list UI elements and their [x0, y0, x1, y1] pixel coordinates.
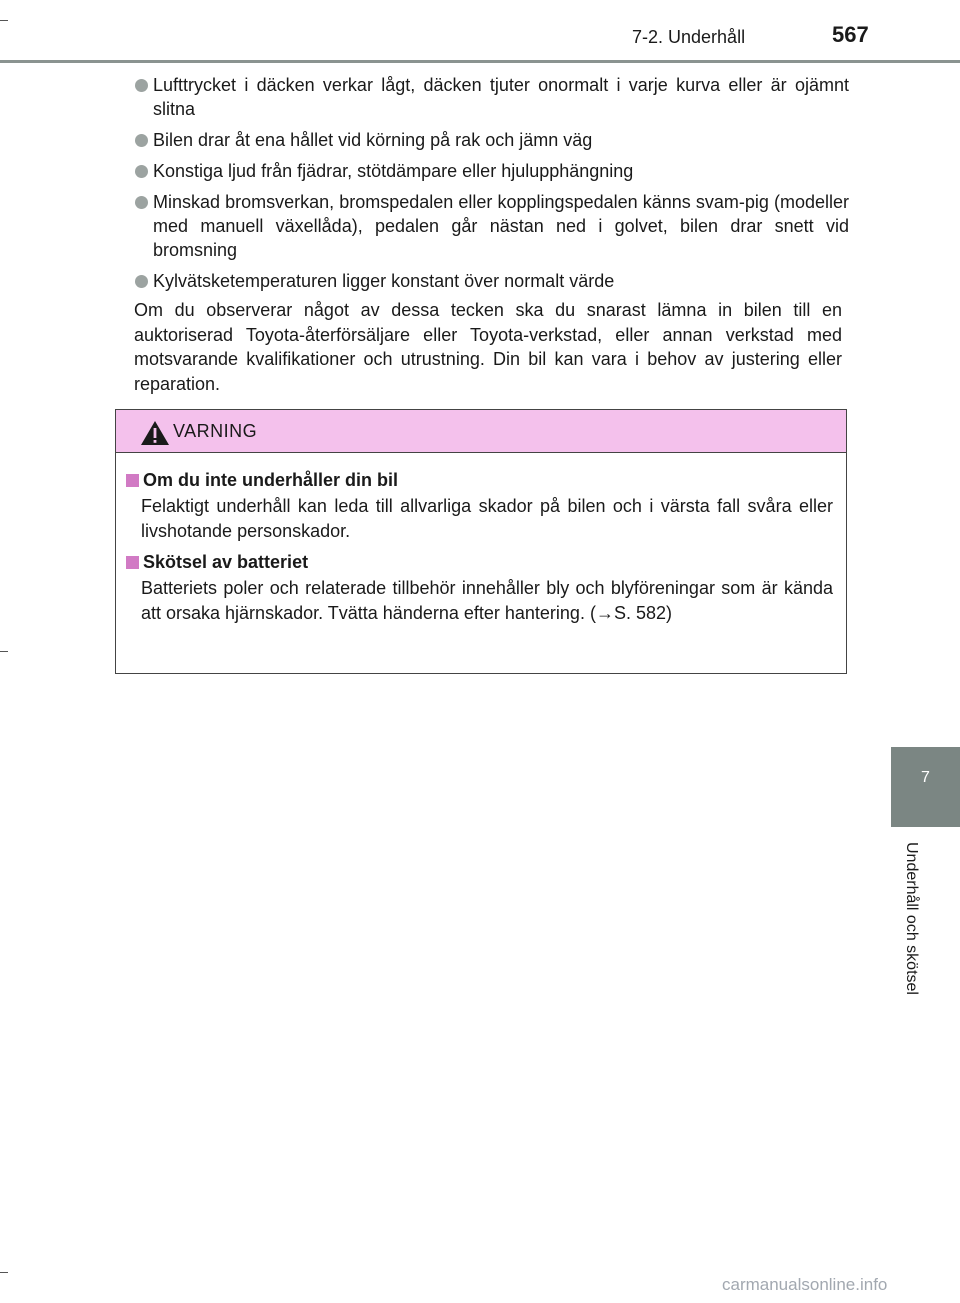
crop-mark-top — [0, 20, 8, 21]
list-item — [135, 190, 849, 262]
list-item — [135, 159, 849, 183]
chapter-number: 7 — [921, 769, 930, 786]
warning-box — [115, 409, 847, 674]
advice-paragraph: Om du observerar något av dessa tecken ska du snarast lämna in bilen till en auktoriserad Toyota-återförsäljare eller Toyota-verkstad, eller annan verkstad med motsvarande kvalifikationer och utrustning. Din bil kan vara i behov av justering eller reparation. — [134, 300, 842, 394]
list-item — [135, 73, 849, 121]
bullet-dot-icon — [135, 79, 148, 92]
list-item — [135, 128, 849, 152]
list-item — [135, 269, 849, 293]
list-item-text: Bilen drar åt ena hållet vid körning på rak och jämn väg — [153, 130, 593, 150]
square-bullet-icon — [126, 556, 139, 569]
chapter-side-tab — [891, 747, 960, 827]
warning-item-heading-text: Skötsel av batteriet — [143, 552, 309, 572]
warning-item-body: Batteriets poler och relaterade tillbehör innehåller bly och blyföreningar som är kända att orsaka hjärnskador. Tvätta händerna efter hantering. (→S. 582) — [141, 578, 833, 623]
bullet-dot-icon — [135, 165, 148, 178]
bullet-dot-icon — [135, 275, 148, 288]
list-item-text: Konstiga ljud från fjädrar, stötdämpare eller hjulupphängning — [153, 161, 634, 181]
header-section-title: 7-2. Underhåll — [632, 27, 746, 47]
crop-mark-middle — [0, 651, 8, 652]
page-number: 567 — [832, 22, 869, 47]
warning-item-heading-text: Om du inte underhåller din bil — [143, 470, 399, 490]
crop-mark-bottom — [0, 1272, 8, 1273]
header-rule — [0, 60, 960, 63]
warning-triangle-icon — [140, 420, 170, 446]
list-item-text: Lufttrycket i däcken verkar lågt, däcken tjuter onormalt i varje kurva eller är ojämnt slitna — [153, 75, 849, 119]
chapter-label: Underhåll och skötsel — [903, 842, 920, 995]
watermark: carmanualsonline.info — [722, 1275, 888, 1294]
bullet-dot-icon — [135, 196, 148, 209]
list-item-text: Minskad bromsverkan, bromspedalen eller kopplingspedalen känns svam-pig (modeller med manuell växellåda), pedalen går nästan ned i golvet, bilen drar snett vid bromsning — [153, 192, 849, 260]
warning-item-heading — [126, 550, 308, 574]
warning-item-body: Felaktigt underhåll kan leda till allvarliga skador på bilen och i värsta fall svåra eller livshotande personskador. — [141, 496, 833, 541]
list-item-text: Kylvätsketemperaturen ligger konstant över normalt värde — [153, 271, 615, 291]
warning-title: VARNING — [173, 421, 258, 441]
warning-item-heading — [126, 468, 398, 492]
warning-header — [116, 410, 846, 453]
square-bullet-icon — [126, 474, 139, 487]
bullet-dot-icon — [135, 134, 148, 147]
symptom-list — [135, 73, 849, 300]
